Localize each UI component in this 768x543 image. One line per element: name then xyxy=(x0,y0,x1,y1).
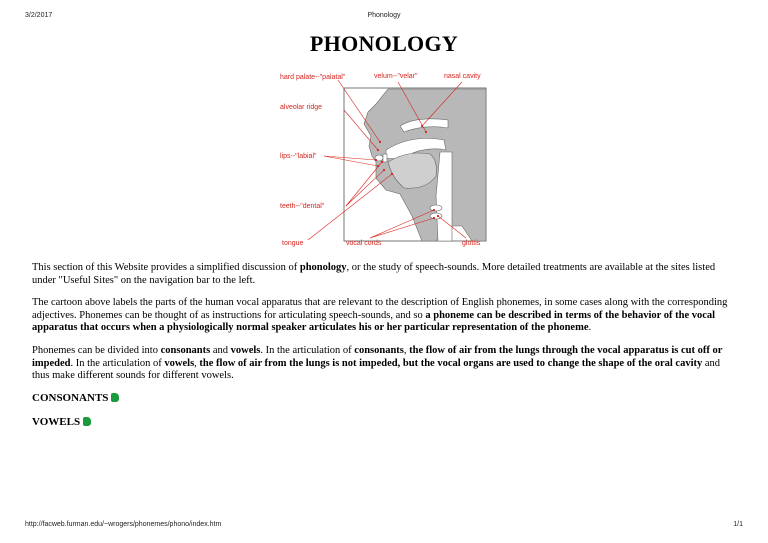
label-velum: velum--"velar" xyxy=(374,73,418,80)
text-run: , xyxy=(403,345,410,356)
text-run: This section of this Website provides a simplified discussion of xyxy=(32,262,300,273)
label-lips: lips--"labial" xyxy=(280,153,317,160)
label-nasal-cavity: nasal cavity xyxy=(444,73,481,80)
term-vowels: vowels xyxy=(230,345,261,356)
text-run: and thus make different sounds for different vowels. xyxy=(32,357,721,381)
page-url: http://facweb.furman.edu/~wrogers/phonemes/phono/index.htm xyxy=(25,521,222,528)
text-run: and xyxy=(210,345,231,356)
label-vocal-cords: vocal cords xyxy=(346,240,382,247)
print-title: Phonology xyxy=(367,12,401,19)
vowel-definition: the flow of air from the lungs is not impeded, but the vocal organs are used to change the shape of the oral cavity xyxy=(199,357,703,369)
teeth-shape xyxy=(383,154,387,162)
term-consonants: consonants xyxy=(160,345,211,356)
dot-glottis xyxy=(437,215,439,217)
expand-icon[interactable] xyxy=(111,393,119,402)
dot-lips-1 xyxy=(375,159,377,161)
text-run: . In the articulation of xyxy=(70,357,165,369)
dot-vocal-cords-2 xyxy=(433,217,435,219)
text-run: Phonemes can be divided into xyxy=(32,345,161,356)
intro-paragraph xyxy=(32,262,732,287)
dot-nasal-cavity xyxy=(421,125,423,127)
term-consonants: consonants xyxy=(354,345,404,356)
dot-teeth-2 xyxy=(383,169,385,171)
consonants-link[interactable]: CONSONANTS xyxy=(32,392,109,404)
text-run: The cartoon above labels the parts of the human vocal apparatus that are relevant to the description of English phonemes, in some cases along with the corresponding adjectives. Phonemes can be thought of as instructions for articulating speech-sounds, and so xyxy=(32,297,728,321)
vocal-fold-upper xyxy=(430,205,442,211)
label-glottis: glottis xyxy=(462,240,481,247)
label-alveolar-ridge: alveolar ridge xyxy=(280,104,323,111)
term-vowels: vowels xyxy=(164,357,195,369)
label-hard-palate: hard palate--"palatal" xyxy=(280,74,346,81)
dot-teeth-1 xyxy=(381,161,383,163)
label-teeth: teeth--"dental" xyxy=(280,203,325,210)
vowels-section[interactable] xyxy=(32,416,91,428)
dot-tongue xyxy=(391,173,393,175)
dot-vocal-cords-1 xyxy=(433,209,435,211)
consonants-section[interactable] xyxy=(32,392,119,404)
consonant-definition: the flow of air from the lungs through the vocal apparatus is cut off or impeded xyxy=(32,345,723,369)
phoneme-definition: a phoneme can be described in terms of the behavior of the vocal apparatus that occurs when a physiologically normal speaker articulates his or her particular representation of the phoneme xyxy=(32,309,716,333)
text-run: . xyxy=(588,322,592,333)
text-run: , or the study of speech-sounds. More detailed treatments are available at the sites listed under "Useful Sites" on the navigation bar to the left. xyxy=(32,262,716,286)
vocal-apparatus-diagram xyxy=(276,66,492,250)
expand-icon[interactable] xyxy=(83,417,91,426)
dot-hard-palate xyxy=(379,141,381,143)
phoneme-types-paragraph xyxy=(32,345,732,383)
vowels-link[interactable]: VOWELS xyxy=(32,416,81,428)
text-run: . In the articulation of xyxy=(260,345,355,356)
term-phonology: phonology xyxy=(299,262,347,273)
print-date: 3/2/2017 xyxy=(25,12,53,19)
cartoon-paragraph xyxy=(32,297,732,335)
page-title: PHONOLOGY xyxy=(309,31,459,56)
dot-alveolar-ridge xyxy=(377,149,379,151)
label-tongue: tongue xyxy=(282,240,304,247)
text-run: , xyxy=(194,357,200,369)
dot-lips-2 xyxy=(377,165,379,167)
dot-velum xyxy=(425,131,427,133)
page-number: 1/1 xyxy=(733,521,743,528)
